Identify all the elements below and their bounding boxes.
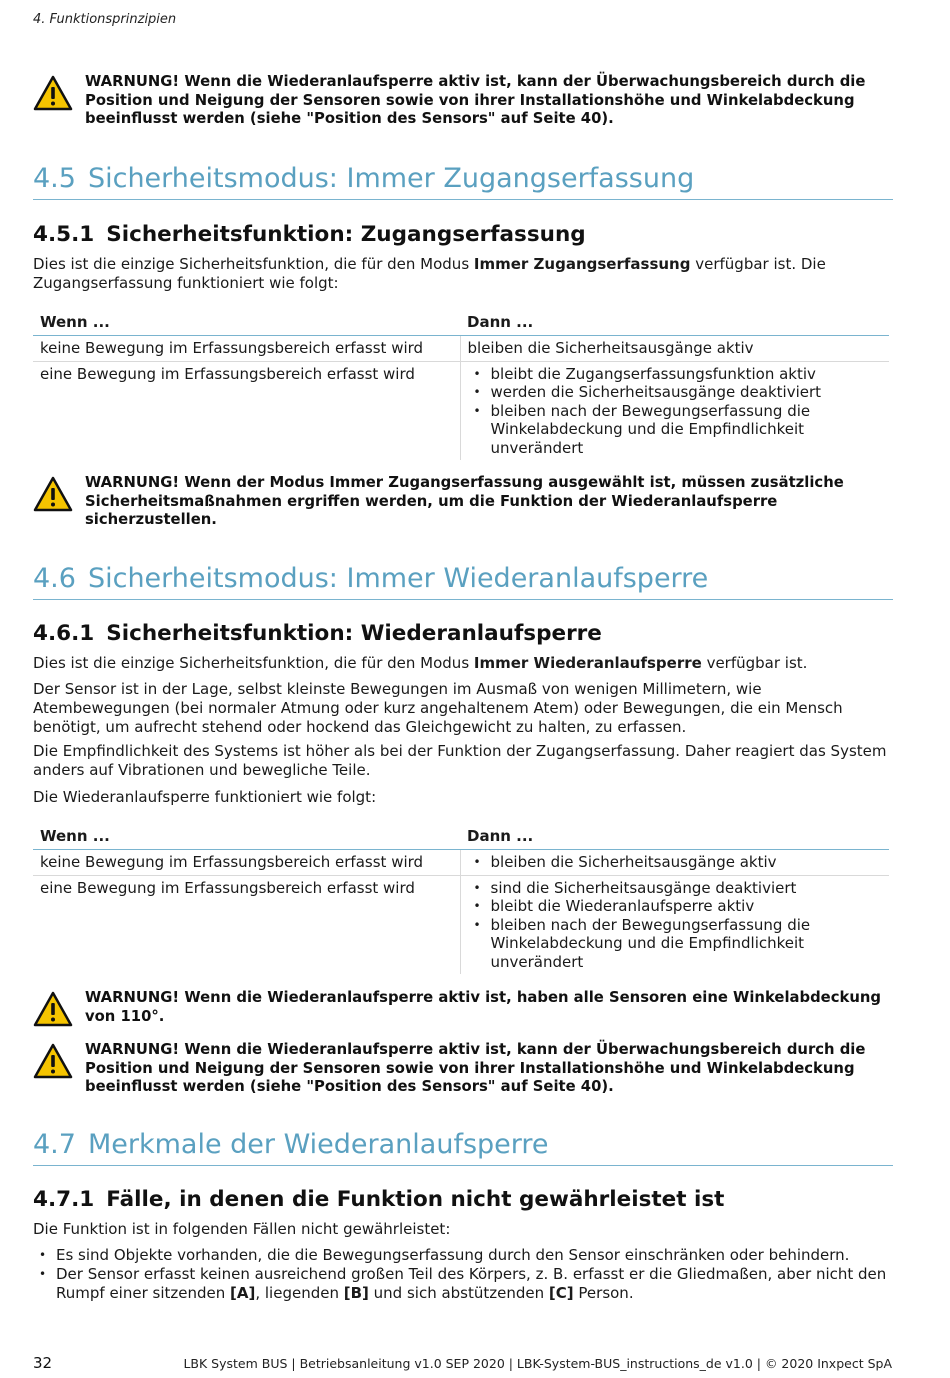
table-row (33, 850, 889, 876)
text-run: Der Sensor erfasst keinen ausreichend großen Teil des Körpers, z. B. erfasst er die Gliedmaßen, aber nicht den Rumpf einer sitzenden (56, 1265, 887, 1302)
table-header-then: Dann ... (460, 308, 889, 336)
table-cell-then (460, 361, 889, 460)
text-run: Person. (573, 1284, 634, 1302)
figure-ref: [C] (548, 1284, 574, 1302)
text-run: , liegenden (255, 1284, 344, 1302)
text-run: Dies ist die einzige Sicherheitsfunktion, die für den Modus (33, 654, 474, 672)
warning-text: WARNUNG! Wenn der Modus Immer Zugangserfassung ausgewählt ist, müssen zusätzliche Sicherheitsmaßnahmen ergriffen werden, um die Funktion der Wiederanlaufsperre sicherzustellen. (85, 474, 844, 528)
warning-block (33, 474, 893, 530)
section-heading-4-7 (33, 1129, 893, 1166)
table-header-then: Dann ... (460, 822, 889, 850)
warning-icon (33, 1043, 73, 1079)
paragraph: Die Empfindlichkeit des Systems ist höher als bei der Funktion der Zugangserfassung. Daher reagiert das System anders auf Vibrationen und bewegliche Teile. (33, 742, 887, 779)
warning-icon (33, 476, 73, 512)
list-item: • bleibt die Wiederanlaufsperre aktiv (468, 897, 883, 916)
table-header-when: Wenn ... (33, 308, 460, 336)
list-item: • bleiben nach der Bewegungserfassung die Winkelabdeckung und die Empfindlichkeit unverändert (468, 916, 883, 972)
bold-term: Immer Zugangserfassung (473, 255, 691, 273)
section-number: 4.7 (33, 1129, 76, 1160)
text-run: verfügbar ist. (701, 654, 808, 672)
list-item: • werden die Sicherheitsausgänge deaktiviert (468, 383, 883, 402)
running-header: 4. Funktionsprinzipien (33, 12, 177, 27)
paragraph: Die Funktion ist in folgenden Fällen nicht gewährleistet: (33, 1220, 451, 1238)
bullet-list (468, 853, 883, 872)
subsection-title: Sicherheitsfunktion: Wiederanlaufsperre (106, 621, 602, 646)
warning-text: WARNUNG! Wenn die Wiederanlaufsperre aktiv ist, kann der Überwachungsbereich durch die Position und Neigung der Sensoren sowie von ihrer Installationshöhe und Winkelabdeckung beeinflusst werden (siehe "Position des Sensors" auf Seite 40). (85, 73, 866, 127)
section-title: Merkmale der Wiederanlaufsperre (87, 1129, 549, 1160)
list-item: • bleiben nach der Bewegungserfassung die Winkelabdeckung und die Empfindlichkeit unverändert (468, 402, 883, 458)
section-title: Sicherheitsmodus: Immer Zugangserfassung (87, 163, 695, 194)
text-run: und sich abstützenden (368, 1284, 549, 1302)
table-header-when: Wenn ... (33, 822, 460, 850)
section-heading-4-5 (33, 163, 893, 200)
paragraph-intro-4-5-1 (33, 255, 893, 293)
text-run: Dies ist die einzige Sicherheitsfunktion, die für den Modus (33, 255, 474, 273)
warning-block (33, 73, 893, 129)
table-cell-when: eine Bewegung im Erfassungsbereich erfasst wird (40, 364, 415, 383)
subsection-number: 4.6.1 (33, 621, 95, 646)
subsection-title: Fälle, in denen die Funktion nicht gewährleistet ist (106, 1187, 725, 1212)
bullet-list (33, 1246, 893, 1303)
warning-icon (33, 75, 73, 111)
table-cell-then (460, 875, 889, 974)
bullet-list (468, 365, 883, 458)
table-row (33, 875, 889, 974)
subsection-heading-4-6-1 (33, 621, 602, 647)
paragraph: Der Sensor ist in der Lage, selbst kleinste Bewegungen im Ausmaß von wenigen Millimetern, wie Atembewegungen (bei normaler Atmung oder kurz angehaltenem Atem) oder Bewegungen, die ein Mensch benötigt, um aufrecht stehend oder hockend das Gleichgewicht zu halten, zu erfassen. (33, 680, 843, 736)
figure-ref: [A] (230, 1284, 256, 1302)
table-header-row (33, 308, 889, 336)
warning-icon (33, 991, 73, 1027)
list-item: • bleibt die Zugangserfassungsfunktion aktiv (468, 365, 883, 384)
text-run: verfügbar ist. Die Zugangserfassung funktioniert wie folgt: (33, 255, 826, 292)
warning-block (33, 989, 893, 1026)
footer-info: LBK System BUS | Betriebsanleitung v1.0 SEP 2020 | LBK-System-BUS_instructions_de v1.0 | © 2020 Inxpect SpA (183, 1356, 892, 1371)
bold-term: Immer Wiederanlaufsperre (473, 654, 702, 672)
table-row (33, 361, 889, 460)
section-number: 4.6 (33, 563, 76, 594)
table-cell-when: keine Bewegung im Erfassungsbereich erfasst wird (33, 850, 460, 876)
table-cell-when: keine Bewegung im Erfassungsbereich erfasst wird (33, 336, 460, 362)
table-cell-then (460, 850, 889, 876)
table-cell-when: eine Bewegung im Erfassungsbereich erfasst wird (40, 878, 415, 897)
section-title: Sicherheitsmodus: Immer Wiederanlaufsperre (87, 563, 709, 594)
warning-block (33, 1041, 893, 1097)
page-number: 32 (33, 1354, 53, 1372)
table-cell-then: bleiben die Sicherheitsausgänge aktiv (460, 336, 889, 362)
section-heading-4-6 (33, 563, 893, 600)
paragraph: Die Wiederanlaufsperre funktioniert wie folgt: (33, 788, 377, 806)
list-item: • sind die Sicherheitsausgänge deaktiviert (468, 879, 883, 898)
paragraph-intro-4-6-1 (33, 654, 893, 673)
subsection-number: 4.5.1 (33, 222, 95, 247)
behavior-table-restart (33, 822, 889, 974)
table-row (33, 336, 889, 362)
subsection-title: Sicherheitsfunktion: Zugangserfassung (106, 222, 586, 247)
list-item (33, 1265, 893, 1303)
bullet-list (468, 879, 883, 972)
subsection-number: 4.7.1 (33, 1187, 95, 1212)
warning-text: WARNUNG! Wenn die Wiederanlaufsperre aktiv ist, haben alle Sensoren eine Winkelabdeckung von 110°. (85, 989, 881, 1025)
warning-text: WARNUNG! Wenn die Wiederanlaufsperre aktiv ist, kann der Überwachungsbereich durch die Position und Neigung der Sensoren sowie von ihrer Installationshöhe und Winkelabdeckung beeinflusst werden (siehe "Position des Sensors" auf Seite 40). (85, 1041, 866, 1095)
list-item: • bleiben die Sicherheitsausgänge aktiv (468, 853, 883, 872)
subsection-heading-4-5-1 (33, 222, 586, 248)
subsection-heading-4-7-1 (33, 1187, 724, 1213)
list-item: • Es sind Objekte vorhanden, die die Bewegungserfassung durch den Sensor einschränken oder behindern. (33, 1246, 893, 1265)
behavior-table-access (33, 308, 889, 460)
section-number: 4.5 (33, 163, 76, 194)
figure-ref: [B] (343, 1284, 369, 1302)
table-header-row (33, 822, 889, 850)
